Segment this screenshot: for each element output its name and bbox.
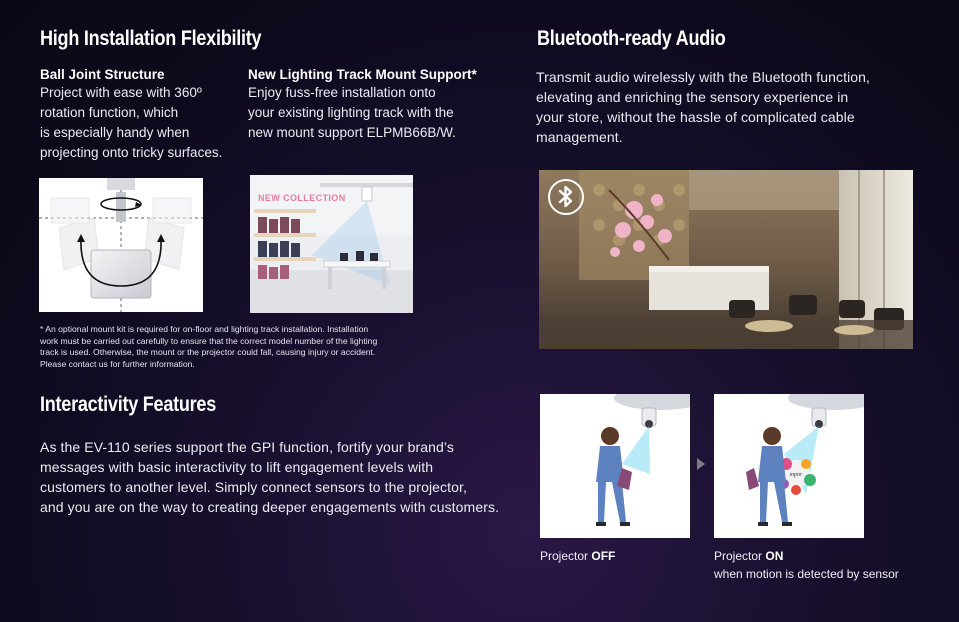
projector-on-caption: Projector ON when motion is detected by sensor (714, 549, 899, 581)
track-mount-section (248, 67, 477, 143)
bluetooth-heading: Bluetooth-ready Audio (537, 27, 726, 50)
state-transition-arrow-icon (697, 458, 705, 470)
projector-on-detail: when motion is detected by sensor (714, 567, 899, 581)
lobby-image (539, 170, 913, 349)
bluetooth-text: Transmit audio wirelessly with the Bluetooth function, elevating and enriching the sensory experience in your store, without the hassle of complicated cable management. (536, 69, 871, 145)
interactivity-heading: Interactivity Features (40, 393, 217, 416)
track-mount-title: New Lighting Track Mount Support* (248, 67, 477, 82)
track-mount-store-image (250, 175, 413, 313)
store-sign: NEW COLLECTION (258, 193, 346, 203)
interactivity-text: As the EV-110 series support the GPI function, fortify your brand’s messages with basic interactivity to lift engagement levels with customers to another level. Simply connect sensors to the projector, and you are on the way to creating deeper engagements with customers. (40, 439, 500, 515)
ball-joint-text: Project with ease with 360º rotation function, which is especially handy when projecting onto tricky surfaces. (40, 85, 223, 160)
ball-joint-diagram (39, 178, 203, 312)
ball-joint-title: Ball Joint Structure (40, 67, 165, 82)
projector-off-caption: Projector OFF (540, 549, 616, 563)
installation-footnote: * An optional mount kit is required for on-floor and lighting track installation. Installation work must be carried out carefully to ensure that the correct model number of the lighting track is used. Otherwise, the mount or the projector could fall, causing injury or accident. Please contact us for further information. (40, 324, 378, 369)
track-mount-text: Enjoy fuss-free installation onto your existing lighting track with the new mount support ELPMB66B/W. (248, 85, 456, 140)
svg-text:mpor: mpor (789, 472, 803, 478)
bluetooth-icon (548, 179, 584, 215)
projector-on-image (714, 394, 864, 538)
projector-off-image (540, 394, 690, 538)
installation-heading: High Installation Flexibility (40, 27, 262, 50)
ball-joint-section (40, 67, 222, 163)
